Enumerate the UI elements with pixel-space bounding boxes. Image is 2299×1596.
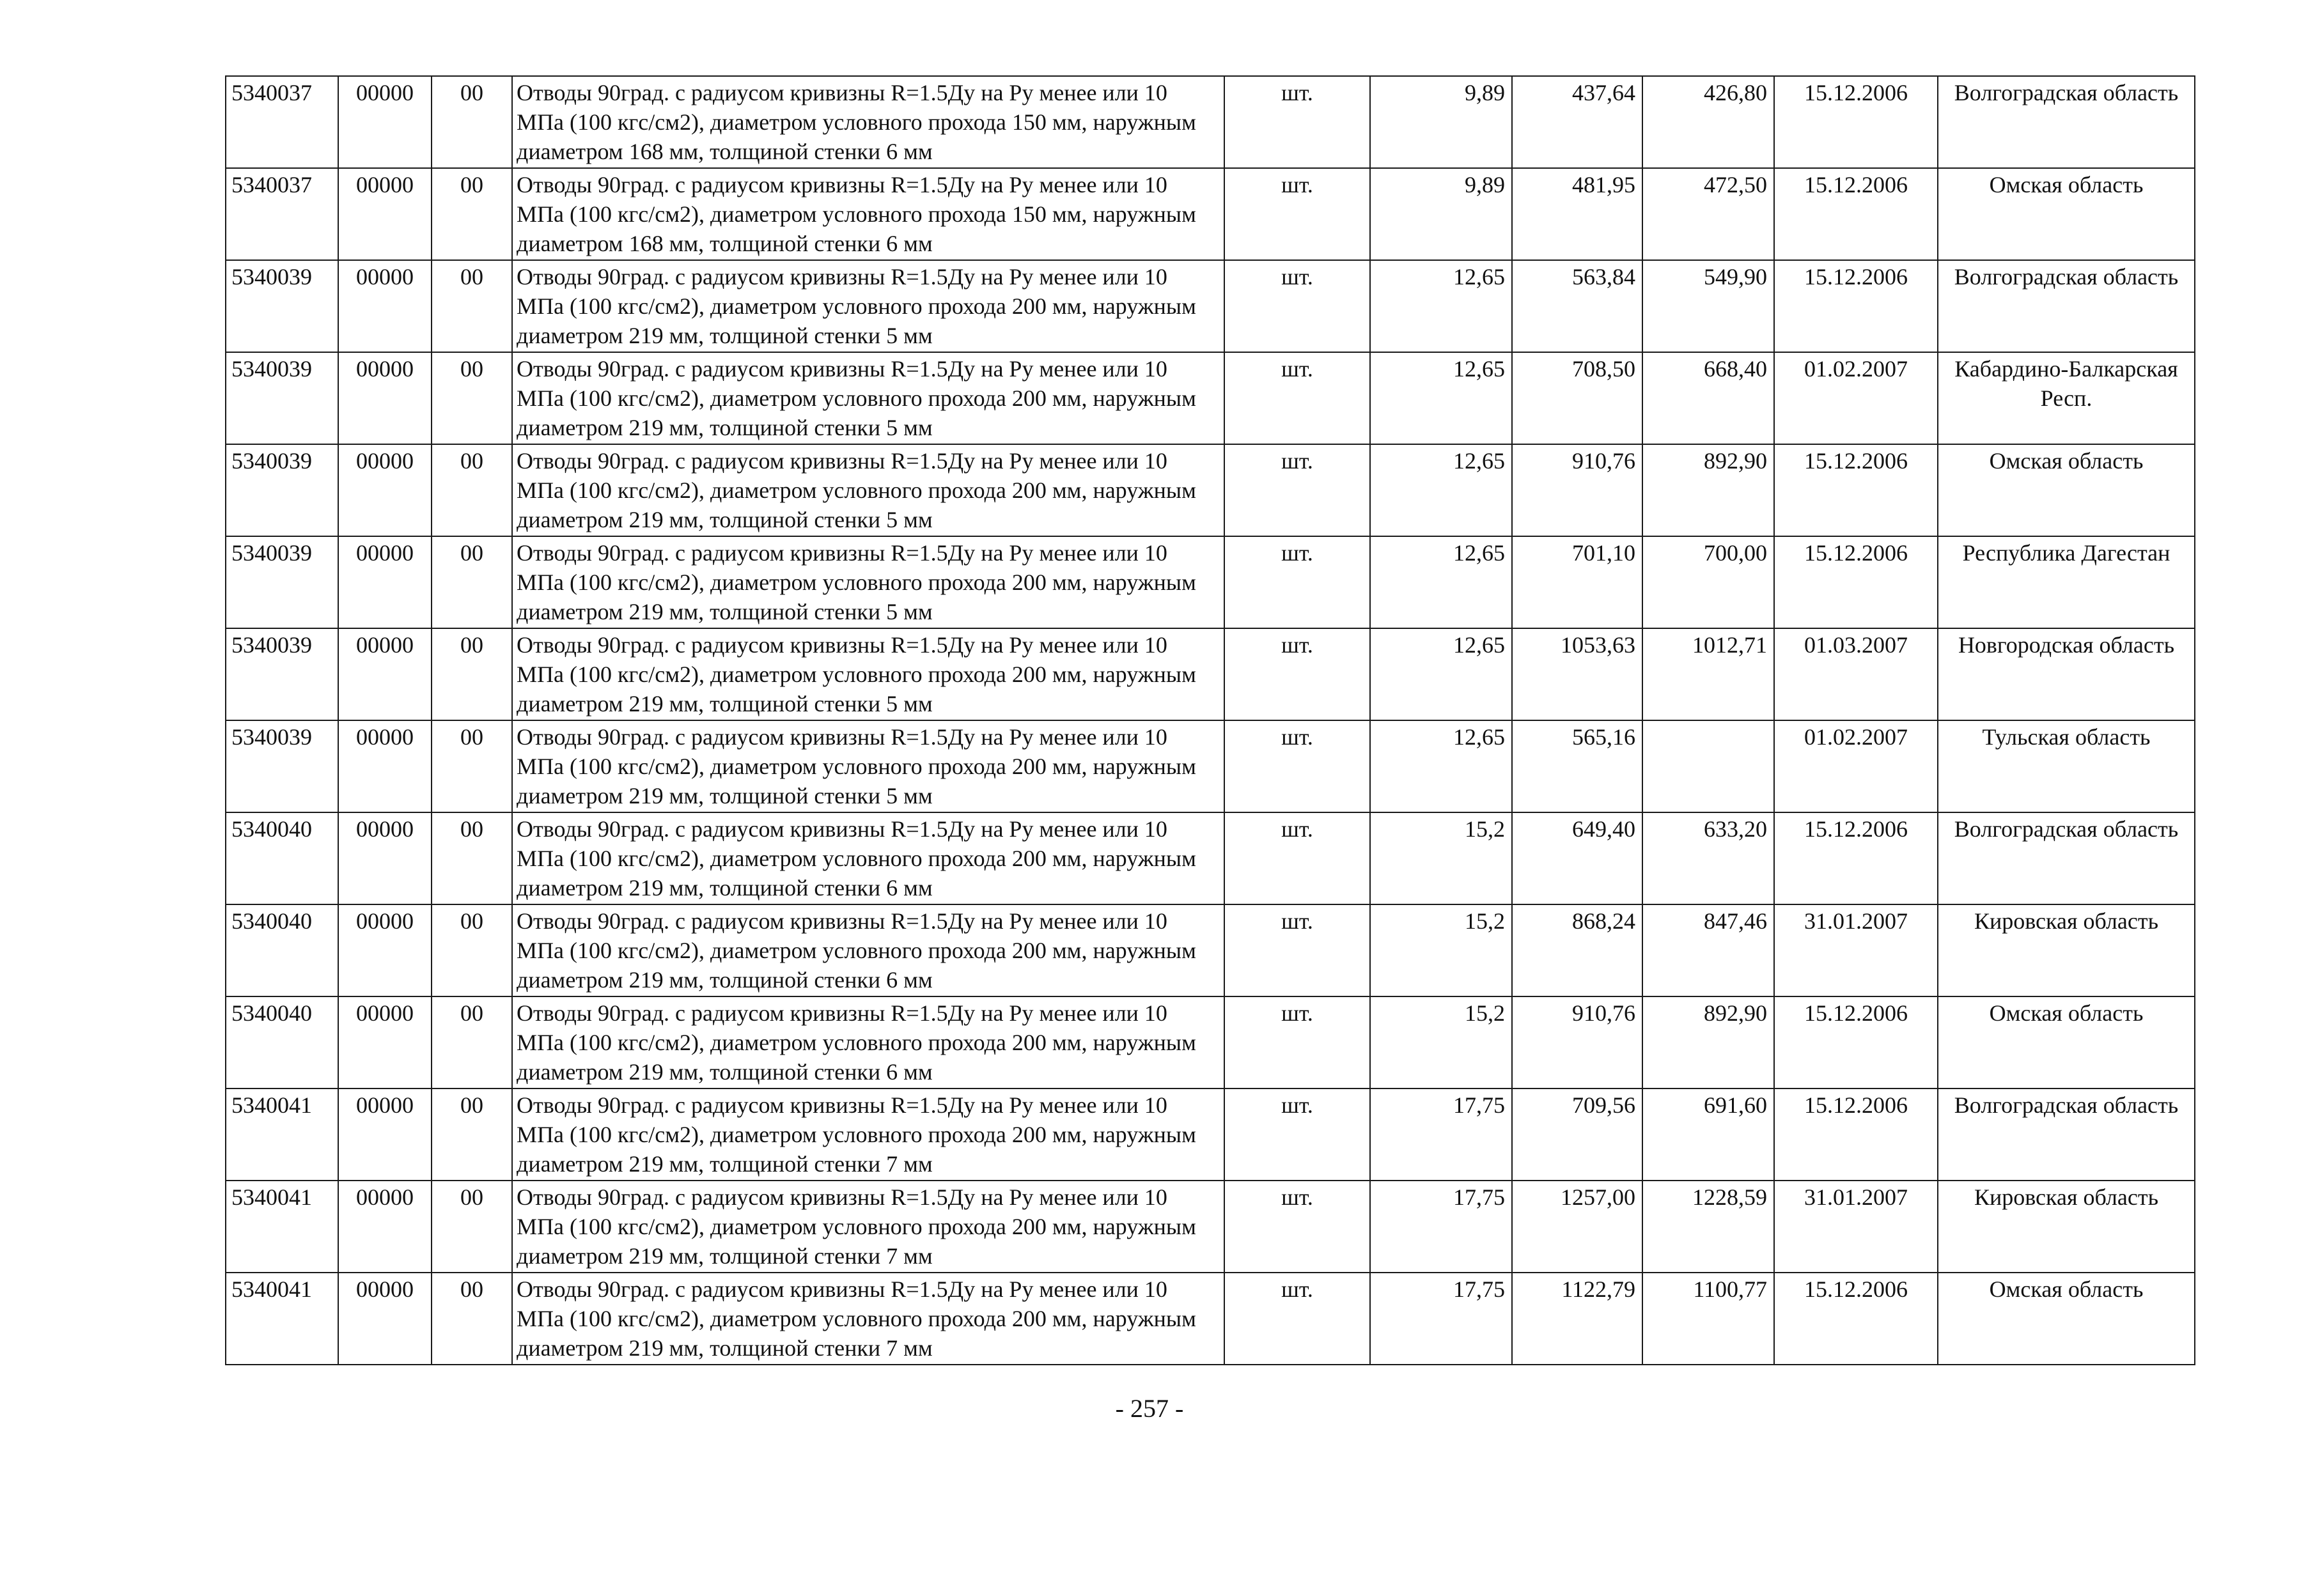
description-cell: Отводы 90град. с радиусом кривизны R=1.5Ду на Ру менее или 10 МПа (100 кгс/см2), диаметром условного прохода 150 мм, наружным диаметром 168 мм, толщиной стенки 6 мм [512, 168, 1224, 260]
item-code-cell: 5340039 [226, 260, 338, 352]
subcode-cell: 00000 [338, 628, 432, 720]
description-cell: Отводы 90град. с радиусом кривизны R=1.5Ду на Ру менее или 10 МПа (100 кгс/см2), диаметром условного прохода 200 мм, наружным диаметром 219 мм, толщиной стенки 7 мм [512, 1089, 1224, 1181]
table-row [226, 260, 2195, 352]
item-code-cell: 5340039 [226, 720, 338, 812]
description-cell: Отводы 90град. с радиусом кривизны R=1.5Ду на Ру менее или 10 МПа (100 кгс/см2), диаметром условного прохода 200 мм, наружным диаметром 219 мм, толщиной стенки 5 мм [512, 352, 1224, 444]
region-cell: Волгоградская область [1938, 260, 2195, 352]
date-cell: 31.01.2007 [1774, 904, 1938, 996]
date-cell: 15.12.2006 [1774, 536, 1938, 628]
item-code-cell: 5340040 [226, 812, 338, 904]
description-cell: Отводы 90град. с радиусом кривизны R=1.5Ду на Ру менее или 10 МПа (100 кгс/см2), диаметром условного прохода 200 мм, наружным диаметром 219 мм, толщиной стенки 6 мм [512, 996, 1224, 1089]
subcode-cell: 00000 [338, 352, 432, 444]
weight-cell: 17,75 [1370, 1089, 1512, 1181]
date-cell: 15.12.2006 [1774, 168, 1938, 260]
description-cell: Отводы 90град. с радиусом кривизны R=1.5Ду на Ру менее или 10 МПа (100 кгс/см2), диаметром условного прохода 200 мм, наружным диаметром 219 мм, толщиной стенки 5 мм [512, 444, 1224, 536]
region-cell: Омская область [1938, 444, 2195, 536]
unit-cell: шт. [1224, 904, 1370, 996]
price-cell: 847,46 [1642, 904, 1774, 996]
unit-cell: шт. [1224, 1181, 1370, 1273]
price-with-vat-cell: 565,16 [1512, 720, 1642, 812]
weight-cell: 17,75 [1370, 1273, 1512, 1365]
variant-code-cell: 00 [432, 168, 512, 260]
price-with-vat-cell: 868,24 [1512, 904, 1642, 996]
table-row [226, 720, 2195, 812]
variant-code-cell: 00 [432, 1181, 512, 1273]
item-code-cell: 5340040 [226, 904, 338, 996]
description-cell: Отводы 90град. с радиусом кривизны R=1.5Ду на Ру менее или 10 МПа (100 кгс/см2), диаметром условного прохода 200 мм, наружным диаметром 219 мм, толщиной стенки 5 мм [512, 536, 1224, 628]
price-cell: 892,90 [1642, 444, 1774, 536]
price-with-vat-cell: 563,84 [1512, 260, 1642, 352]
table-row [226, 1181, 2195, 1273]
price-with-vat-cell: 701,10 [1512, 536, 1642, 628]
price-with-vat-cell: 1053,63 [1512, 628, 1642, 720]
description-cell: Отводы 90град. с радиусом кривизны R=1.5Ду на Ру менее или 10 МПа (100 кгс/см2), диаметром условного прохода 150 мм, наружным диаметром 168 мм, толщиной стенки 6 мм [512, 76, 1224, 168]
variant-code-cell: 00 [432, 628, 512, 720]
date-cell: 15.12.2006 [1774, 444, 1938, 536]
price-with-vat-cell: 709,56 [1512, 1089, 1642, 1181]
description-cell: Отводы 90град. с радиусом кривизны R=1.5Ду на Ру менее или 10 МПа (100 кгс/см2), диаметром условного прохода 200 мм, наружным диаметром 219 мм, толщиной стенки 7 мм [512, 1273, 1224, 1365]
unit-cell: шт. [1224, 76, 1370, 168]
item-code-cell: 5340037 [226, 168, 338, 260]
weight-cell: 15,2 [1370, 996, 1512, 1089]
price-cell: 700,00 [1642, 536, 1774, 628]
table-row [226, 536, 2195, 628]
price-with-vat-cell: 437,64 [1512, 76, 1642, 168]
unit-cell: шт. [1224, 1273, 1370, 1365]
subcode-cell: 00000 [338, 1181, 432, 1273]
variant-code-cell: 00 [432, 352, 512, 444]
unit-cell: шт. [1224, 628, 1370, 720]
price-with-vat-cell: 910,76 [1512, 996, 1642, 1089]
table-row [226, 904, 2195, 996]
subcode-cell: 00000 [338, 720, 432, 812]
table-row [226, 996, 2195, 1089]
item-code-cell: 5340039 [226, 536, 338, 628]
item-code-cell: 5340037 [226, 76, 338, 168]
page-number: - 257 - [1115, 1394, 1184, 1423]
item-code-cell: 5340039 [226, 628, 338, 720]
subcode-cell: 00000 [338, 812, 432, 904]
region-cell: Омская область [1938, 996, 2195, 1089]
unit-cell: шт. [1224, 260, 1370, 352]
variant-code-cell: 00 [432, 1089, 512, 1181]
subcode-cell: 00000 [338, 260, 432, 352]
region-cell: Кабардино-Балкарская Респ. [1938, 352, 2195, 444]
subcode-cell: 00000 [338, 168, 432, 260]
subcode-cell: 00000 [338, 76, 432, 168]
price-cell: 668,40 [1642, 352, 1774, 444]
table-row [226, 444, 2195, 536]
subcode-cell: 00000 [338, 444, 432, 536]
date-cell: 15.12.2006 [1774, 996, 1938, 1089]
variant-code-cell: 00 [432, 720, 512, 812]
price-cell: 426,80 [1642, 76, 1774, 168]
date-cell: 15.12.2006 [1774, 812, 1938, 904]
region-cell: Волгоградская область [1938, 76, 2195, 168]
date-cell: 15.12.2006 [1774, 260, 1938, 352]
unit-cell: шт. [1224, 1089, 1370, 1181]
weight-cell: 17,75 [1370, 1181, 1512, 1273]
price-cell: 1100,77 [1642, 1273, 1774, 1365]
weight-cell: 15,2 [1370, 904, 1512, 996]
date-cell: 15.12.2006 [1774, 1273, 1938, 1365]
table-row [226, 76, 2195, 168]
weight-cell: 12,65 [1370, 536, 1512, 628]
date-cell: 01.02.2007 [1774, 720, 1938, 812]
variant-code-cell: 00 [432, 1273, 512, 1365]
unit-cell: шт. [1224, 812, 1370, 904]
variant-code-cell: 00 [432, 536, 512, 628]
description-cell: Отводы 90град. с радиусом кривизны R=1.5Ду на Ру менее или 10 МПа (100 кгс/см2), диаметром условного прохода 200 мм, наружным диаметром 219 мм, толщиной стенки 7 мм [512, 1181, 1224, 1273]
price-table [225, 75, 2195, 1365]
date-cell: 15.12.2006 [1774, 1089, 1938, 1181]
unit-cell: шт. [1224, 352, 1370, 444]
item-code-cell: 5340041 [226, 1181, 338, 1273]
unit-cell: шт. [1224, 720, 1370, 812]
subcode-cell: 00000 [338, 1089, 432, 1181]
table-body [226, 76, 2195, 1365]
price-cell [1642, 720, 1774, 812]
date-cell: 15.12.2006 [1774, 76, 1938, 168]
weight-cell: 12,65 [1370, 628, 1512, 720]
description-cell: Отводы 90град. с радиусом кривизны R=1.5Ду на Ру менее или 10 МПа (100 кгс/см2), диаметром условного прохода 200 мм, наружным диаметром 219 мм, толщиной стенки 6 мм [512, 812, 1224, 904]
unit-cell: шт. [1224, 996, 1370, 1089]
variant-code-cell: 00 [432, 904, 512, 996]
region-cell: Кировская область [1938, 1181, 2195, 1273]
region-cell: Омская область [1938, 1273, 2195, 1365]
region-cell: Омская область [1938, 168, 2195, 260]
region-cell: Волгоградская область [1938, 812, 2195, 904]
variant-code-cell: 00 [432, 444, 512, 536]
item-code-cell: 5340039 [226, 352, 338, 444]
region-cell: Тульская область [1938, 720, 2195, 812]
price-with-vat-cell: 1257,00 [1512, 1181, 1642, 1273]
table-row [226, 812, 2195, 904]
variant-code-cell: 00 [432, 812, 512, 904]
subcode-cell: 00000 [338, 1273, 432, 1365]
unit-cell: шт. [1224, 444, 1370, 536]
date-cell: 31.01.2007 [1774, 1181, 1938, 1273]
weight-cell: 12,65 [1370, 352, 1512, 444]
weight-cell: 12,65 [1370, 720, 1512, 812]
unit-cell: шт. [1224, 168, 1370, 260]
table-row [226, 1273, 2195, 1365]
price-cell: 472,50 [1642, 168, 1774, 260]
description-cell: Отводы 90град. с радиусом кривизны R=1.5Ду на Ру менее или 10 МПа (100 кгс/см2), диаметром условного прохода 200 мм, наружным диаметром 219 мм, толщиной стенки 5 мм [512, 260, 1224, 352]
price-cell: 633,20 [1642, 812, 1774, 904]
subcode-cell: 00000 [338, 996, 432, 1089]
region-cell: Республика Дагестан [1938, 536, 2195, 628]
price-with-vat-cell: 1122,79 [1512, 1273, 1642, 1365]
price-with-vat-cell: 910,76 [1512, 444, 1642, 536]
price-with-vat-cell: 708,50 [1512, 352, 1642, 444]
weight-cell: 12,65 [1370, 444, 1512, 536]
region-cell: Новгородская область [1938, 628, 2195, 720]
weight-cell: 9,89 [1370, 168, 1512, 260]
table-row [226, 168, 2195, 260]
region-cell: Кировская область [1938, 904, 2195, 996]
price-cell: 892,90 [1642, 996, 1774, 1089]
variant-code-cell: 00 [432, 996, 512, 1089]
description-cell: Отводы 90град. с радиусом кривизны R=1.5Ду на Ру менее или 10 МПа (100 кгс/см2), диаметром условного прохода 200 мм, наружным диаметром 219 мм, толщиной стенки 6 мм [512, 904, 1224, 996]
variant-code-cell: 00 [432, 260, 512, 352]
table-row [226, 352, 2195, 444]
price-with-vat-cell: 481,95 [1512, 168, 1642, 260]
description-cell: Отводы 90град. с радиусом кривизны R=1.5Ду на Ру менее или 10 МПа (100 кгс/см2), диаметром условного прохода 200 мм, наружным диаметром 219 мм, толщиной стенки 5 мм [512, 720, 1224, 812]
price-cell: 691,60 [1642, 1089, 1774, 1181]
price-cell: 549,90 [1642, 260, 1774, 352]
unit-cell: шт. [1224, 536, 1370, 628]
subcode-cell: 00000 [338, 904, 432, 996]
price-cell: 1012,71 [1642, 628, 1774, 720]
weight-cell: 9,89 [1370, 76, 1512, 168]
description-cell: Отводы 90град. с радиусом кривизны R=1.5Ду на Ру менее или 10 МПа (100 кгс/см2), диаметром условного прохода 200 мм, наружным диаметром 219 мм, толщиной стенки 5 мм [512, 628, 1224, 720]
item-code-cell: 5340039 [226, 444, 338, 536]
item-code-cell: 5340040 [226, 996, 338, 1089]
table-row [226, 628, 2195, 720]
item-code-cell: 5340041 [226, 1089, 338, 1181]
item-code-cell: 5340041 [226, 1273, 338, 1365]
date-cell: 01.02.2007 [1774, 352, 1938, 444]
date-cell: 01.03.2007 [1774, 628, 1938, 720]
table-row [226, 1089, 2195, 1181]
subcode-cell: 00000 [338, 536, 432, 628]
region-cell: Волгоградская область [1938, 1089, 2195, 1181]
variant-code-cell: 00 [432, 76, 512, 168]
price-with-vat-cell: 649,40 [1512, 812, 1642, 904]
weight-cell: 12,65 [1370, 260, 1512, 352]
price-cell: 1228,59 [1642, 1181, 1774, 1273]
weight-cell: 15,2 [1370, 812, 1512, 904]
